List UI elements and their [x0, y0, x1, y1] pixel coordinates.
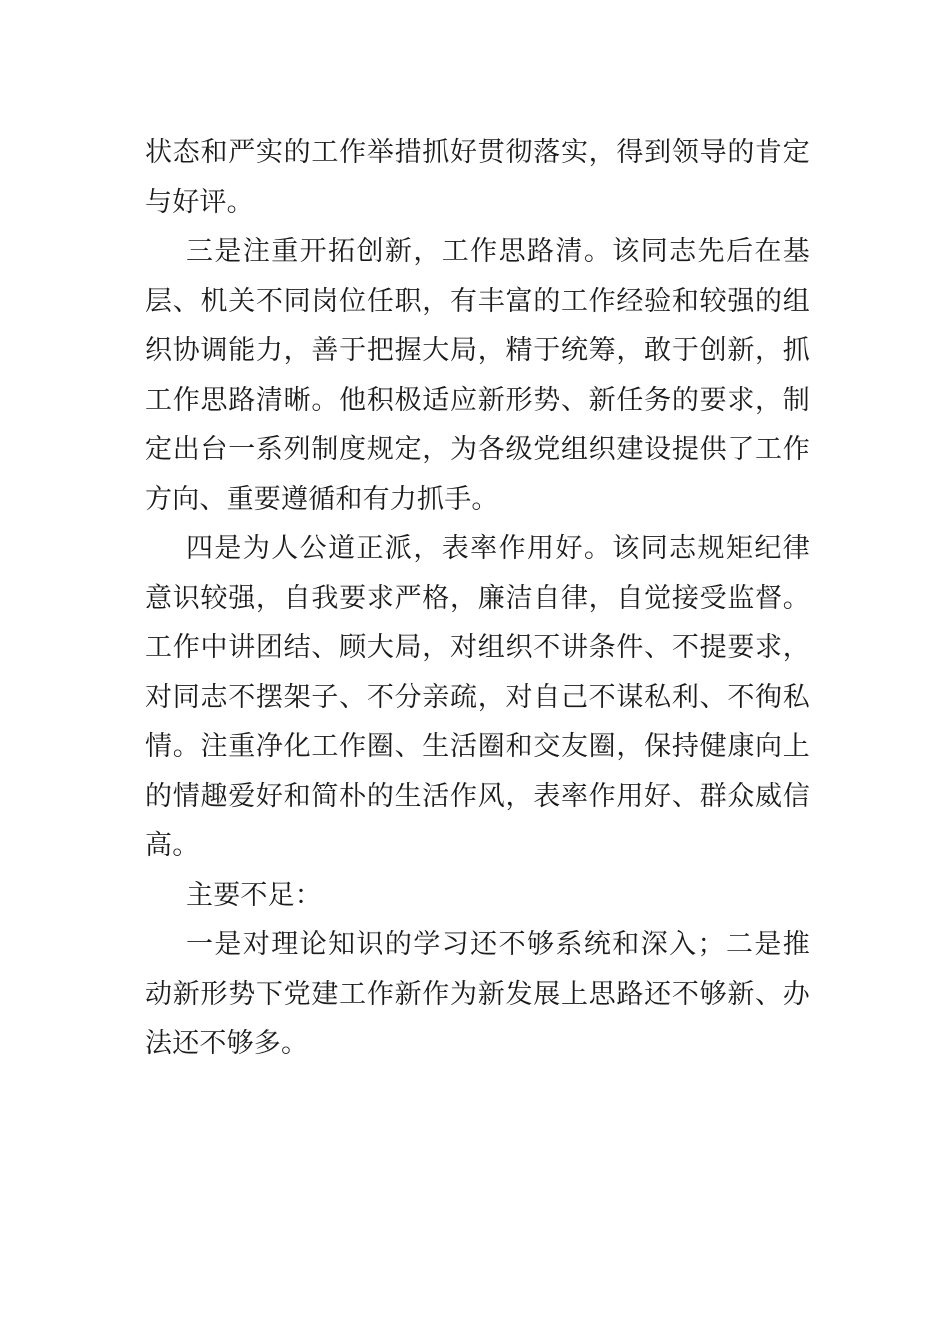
paragraph-integrity: 四是为人公道正派，表率作用好。该同志规矩纪律意识较强，自我要求严格，廉洁自律，自觉接受监督。工作中讲团结、顾大局，对组织不讲条件、不提要求，对同志不摆架子、不分亲疏，对自己不谋私利、不徇私情。注重净化工作圈、生活圈和交友圈，保持健康向上的情趣爱好和简朴的生活作风，表率作用好、群众威信高。	[145, 533, 810, 861]
paragraph-shortcomings: 一是对理论知识的学习还不够系统和深入；二是推动新形势下党建工作新作为新发展上思路还不够新、办法还不够多。	[145, 929, 810, 1059]
document-body	[145, 128, 810, 1069]
heading-shortcomings: 主要不足：	[186, 879, 322, 911]
paragraph-continuation: 状态和严实的工作举措抓好贯彻落实，得到领导的肯定与好评。	[145, 137, 810, 218]
paragraph-innovation: 三是注重开拓创新，工作思路清。该同志先后在基层、机关不同岗位任职，有丰富的工作经验和较强的组织协调能力，善于把握大局，精于统筹，敢于创新，抓工作思路清晰。他积极适应新形势、新任务的要求，制定出台一系列制度规定，为各级党组织建设提供了工作方向、重要遵循和有力抓手。	[145, 236, 810, 515]
